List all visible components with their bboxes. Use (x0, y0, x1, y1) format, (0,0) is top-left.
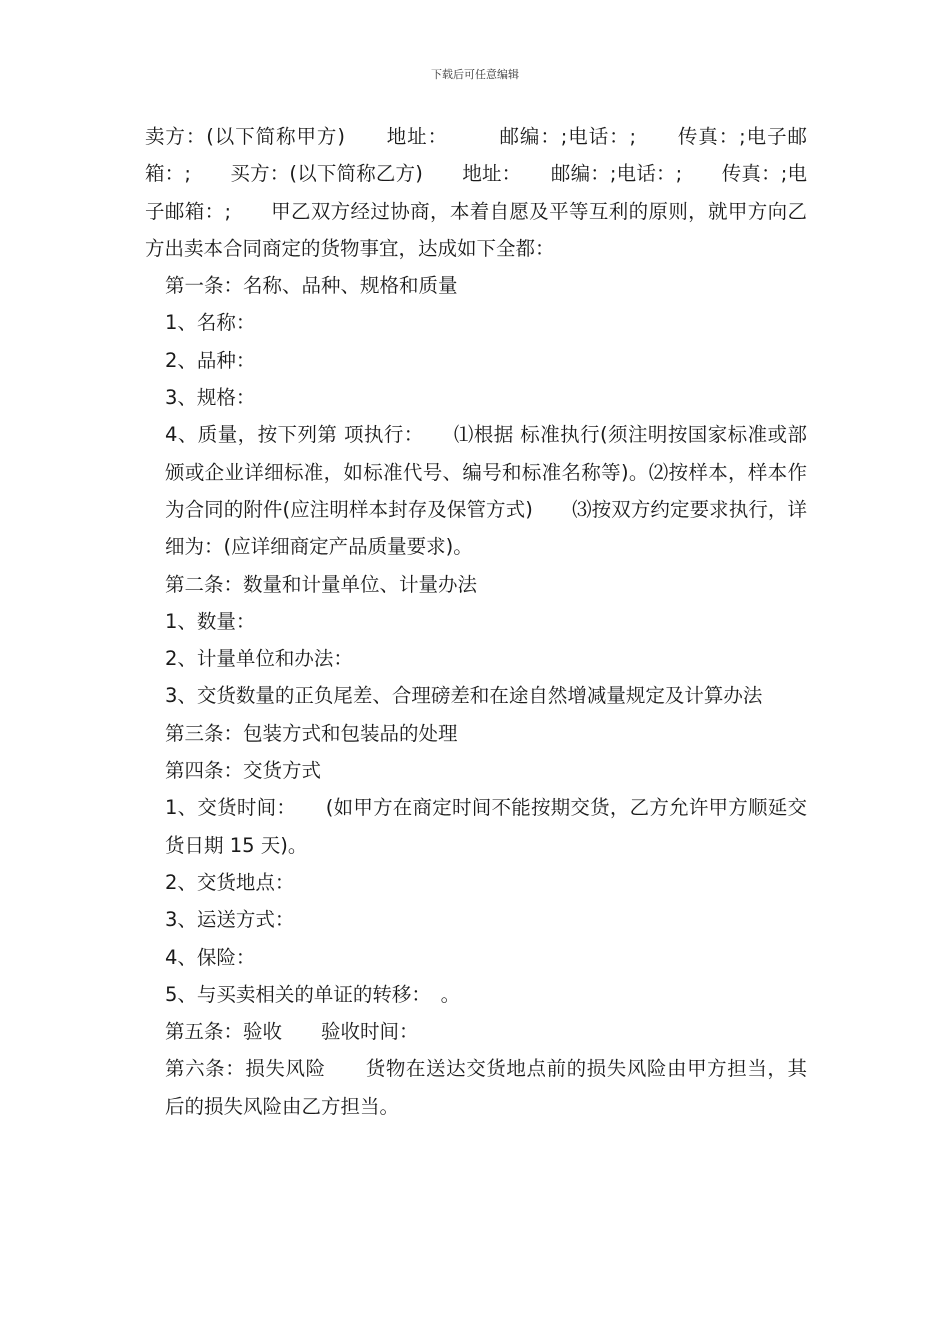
article-2-item-3: 3、交货数量的正负尾差、合理磅差和在途自然增减量规定及计算办法 (165, 684, 763, 708)
article-5-heading: 第五条：验收 验收时间： (165, 1020, 419, 1044)
article-4-item-2: 2、交货地点： (165, 870, 295, 894)
article-6-heading: 第六条：损失风险 货物在送达交货地点前的损失风险由甲方担当，其后的损失风险由乙方担当。 (165, 1057, 807, 1118)
article-3-heading: 第三条：包装方式和包装品的处理 (165, 721, 458, 745)
page-header: 下载后可任意编辑 (431, 68, 519, 81)
article-4-item-5: 5、与买卖相关的单证的转移： 。 (165, 982, 461, 1006)
article-4-item-3: 3、运送方式： (165, 908, 295, 932)
article-1-item-3: 3、规格： (165, 386, 256, 410)
article-1-item-1: 1、名称： (165, 311, 256, 335)
article-2-heading: 第二条：数量和计量单位、计量办法 (165, 572, 478, 596)
contract-body (145, 118, 807, 1125)
paragraph-parties: 卖方：(以下简称甲方) 地址： 邮编：;电话：; 传真：;电子邮箱：; 买方：(以下简称乙方) 地址： 邮编：;电话：; 传真：;电子邮箱：; 甲乙双方经过协商，本着自愿及平等互利的原则，就甲方向乙方出卖本合同商定的货物事宜，达成如下全都： (145, 125, 807, 260)
article-4-item-4: 4、保险： (165, 945, 256, 969)
article-2-item-2: 2、计量单位和办法： (165, 647, 353, 671)
article-4-heading: 第四条：交货方式 (165, 759, 322, 783)
article-1-item-4: 4、质量，按下列第 项执行： ⑴根据 标准执行(须注明按国家标准或部颁或企业详细标准，如标准代号、编号和标准名称等)。⑵按样本，样本作为合同的附件(应注明样本封存及保管方式) ⑶按双方约定要求执行，详细为：(应详细商定产品质量要求)。 (165, 423, 807, 559)
article-2-item-1: 1、数量： (165, 609, 256, 633)
article-4-item-1: 1、交货时间： (如甲方在商定时间不能按期交货，乙方允许甲方顺延交货日期 15 天)。 (165, 796, 807, 857)
article-1-heading: 第一条：名称、品种、规格和质量 (165, 274, 458, 298)
article-1-item-2: 2、品种： (165, 348, 256, 372)
